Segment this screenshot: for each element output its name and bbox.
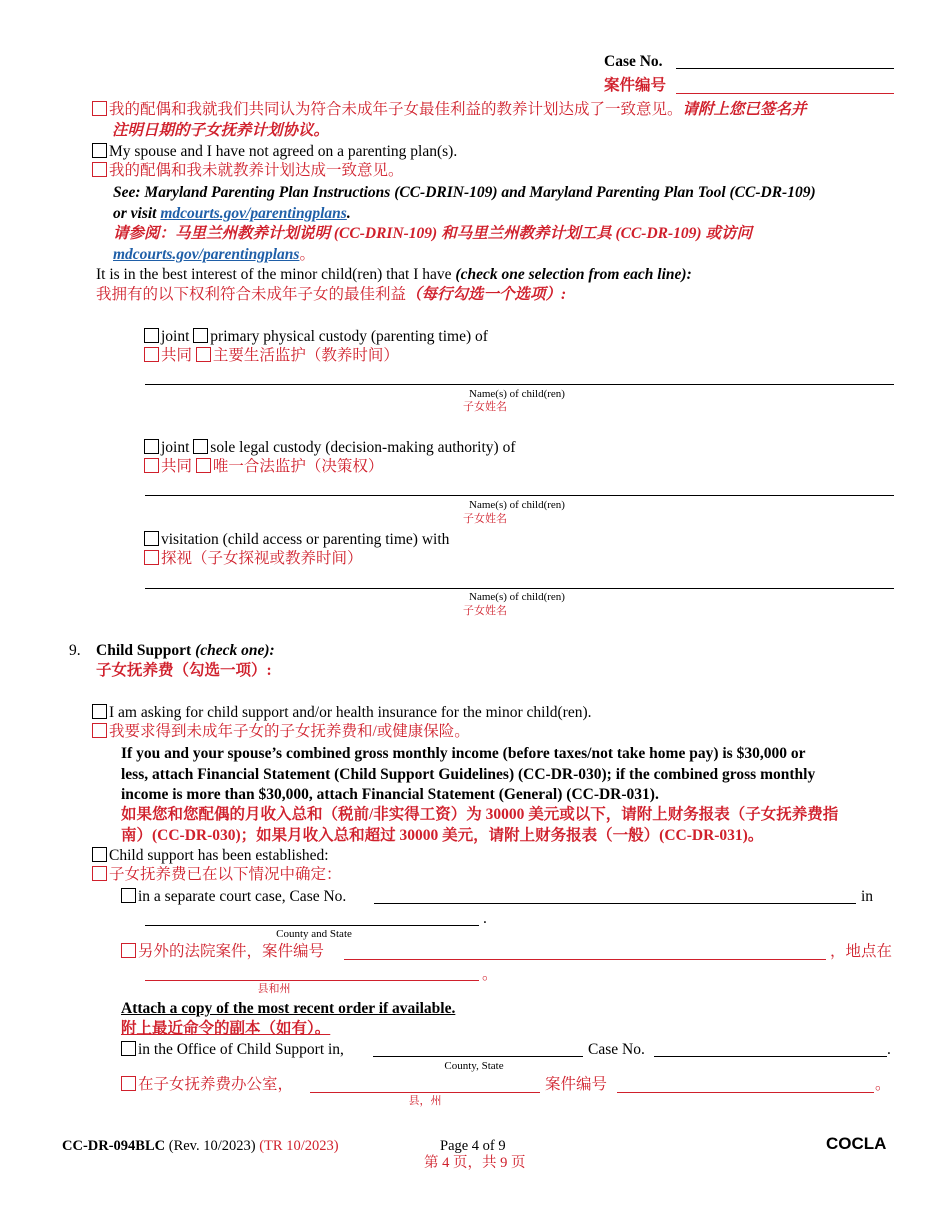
best-interest-emph-zh: （每行勾选一个选项）: [406, 286, 567, 303]
form-tr: (TR 10/2023) [259, 1138, 339, 1154]
see-prefix: or visit [113, 205, 161, 222]
see-suffix: . [346, 205, 351, 222]
established-checkbox-zh[interactable] [92, 866, 107, 881]
separate-period: . [483, 910, 487, 927]
office-case-no-label: Case No. [588, 1041, 645, 1058]
attach-copy: Attach a copy of the most recent order if available. [121, 1000, 456, 1017]
office-checkbox[interactable] [121, 1041, 136, 1056]
separate-case-option [121, 888, 346, 906]
county-state-caption: County and State [276, 928, 352, 940]
established-text: Child support has been established: [109, 847, 329, 864]
case-no-label-zh: 案件编号 [604, 77, 667, 94]
established-text-zh: 子女抚养费已在以下情况中确定： [109, 866, 342, 883]
best-interest-intro-zh [96, 286, 566, 304]
county-state2-caption: County, State [444, 1060, 504, 1072]
not-agreed-text: My spouse and I have not agreed on a parenting plan(s). [109, 143, 458, 160]
physical-primary-checkbox[interactable] [193, 328, 208, 343]
asking-checkbox[interactable] [92, 704, 107, 719]
visitation-label-zh: 探视（子女探视或教养时间） [161, 550, 363, 567]
separate-period-zh: 。 [482, 966, 498, 983]
agreed-attach-zh-2: 注明日期的子女抚养计划协议。 [112, 122, 330, 139]
not-agreed-checkbox-zh[interactable] [92, 162, 107, 177]
office-text: in the Office of Child Support in, [138, 1041, 344, 1058]
office-county-state-input[interactable] [373, 1056, 583, 1057]
not-agreed-option-zh [92, 162, 404, 180]
best-interest-intro [96, 266, 692, 284]
see-instructions: See: Maryland Parenting Plan Instructions (CC-DRIN-109) and Maryland Parenting Plan Tool (CC-DR-109) [113, 184, 816, 201]
established-option [92, 847, 329, 865]
physical-custody-row-zh [144, 347, 399, 365]
legal-sole-label: sole legal custody (decision-making authority) of [210, 439, 516, 456]
visitation-name-caption-zh: 子女姓名 [463, 605, 507, 617]
child-support-title-emph: (check one): [195, 642, 275, 659]
income-note-zh-2: 南）(CC-DR-030)；如果月收入总和超过 30000 美元，请附上财务报表（一般）(CC-DR-031)。 [121, 827, 764, 844]
separate-case-option-zh [121, 943, 324, 961]
legal-joint-checkbox-zh[interactable] [144, 458, 159, 473]
physical-primary-label: primary physical custody (parenting time) of [210, 328, 488, 345]
best-interest-text: It is in the best interest of the minor child(ren) that I have [96, 266, 456, 283]
section-number: 9. [69, 642, 81, 659]
parenting-plans-link[interactable]: mdcourts.gov/parentingplans [160, 205, 347, 222]
income-note-1: If you and your spouse’s combined gross monthly income (before taxes/not take home pay) is $30,000 or [121, 745, 806, 762]
legal-name-caption: Name(s) of child(ren) [469, 499, 565, 511]
separate-case-checkbox[interactable] [121, 888, 136, 903]
visitation-row [144, 531, 449, 549]
attach-copy-zh: 附上最近命令的副本（如有）。 [121, 1020, 331, 1037]
county-state-caption-zh: 县和州 [257, 983, 291, 995]
legal-joint-label-zh: 共同 [161, 458, 193, 475]
separate-case-text-zh: 另外的法院案件，案件编号 [138, 943, 325, 960]
established-checkbox[interactable] [92, 847, 107, 862]
separate-case-text: in a separate court case, Case No. [138, 888, 347, 905]
separate-case-in: in [861, 888, 874, 905]
physical-primary-label-zh: 主要生活监护（教养时间） [212, 347, 399, 364]
parenting-plan-agreed-zh [92, 101, 807, 119]
legal-sole-label-zh: 唯一合法监护（决策权） [212, 458, 384, 475]
income-note-2: less, attach Financial Statement (Child Support Guidelines) (CC-DR-030); if the combined gross monthly [121, 766, 816, 783]
child-support-title-text: Child Support [96, 642, 192, 659]
office-option-zh [121, 1076, 293, 1094]
visitation-row-zh [144, 550, 363, 568]
visitation-checkbox[interactable] [144, 531, 159, 546]
see-instructions-zh: 请参阅：马里兰州教养计划说明 (CC-DRIN-109) 和马里兰州教养计划工具 (CC-DR-109) 或访问 [113, 225, 752, 242]
visitation-label: visitation (child access or parenting time) with [161, 531, 450, 548]
legal-name-caption-zh: 子女姓名 [463, 513, 507, 525]
physical-name-caption-zh: 子女姓名 [463, 401, 507, 413]
office-county-state-input-zh[interactable] [310, 1092, 540, 1093]
visitation-name-caption: Name(s) of child(ren) [469, 591, 565, 603]
asking-text: I am asking for child support and/or health insurance for the minor child(ren). [109, 704, 592, 721]
visitation-child-names-input[interactable] [145, 588, 894, 589]
agreed-checkbox-zh[interactable] [92, 101, 107, 116]
see-instructions-zh-2 [113, 246, 315, 264]
legal-custody-row [144, 439, 515, 457]
not-agreed-text-zh: 我的配偶和我未就教养计划达成一致意见。 [109, 162, 404, 179]
asking-option-zh [92, 723, 470, 741]
physical-child-names-input[interactable] [145, 384, 894, 385]
agreed-text-zh: 我的配偶和我就我们共同认为符合未成年子女最佳利益的教养计划达成了一致意见。 [109, 101, 683, 118]
form-id: CC-DR-094BLC [62, 1138, 166, 1154]
physical-custody-row [144, 328, 488, 346]
legal-sole-checkbox-zh[interactable] [196, 458, 211, 473]
not-agreed-option [92, 143, 457, 161]
case-no-input-zh[interactable] [676, 93, 894, 94]
separate-case-no-input[interactable] [374, 903, 856, 904]
legal-sole-checkbox[interactable] [193, 439, 208, 454]
legal-joint-checkbox[interactable] [144, 439, 159, 454]
child-support-title-zh: 子女抚养费（勾选一项）: [96, 662, 272, 679]
physical-primary-checkbox-zh[interactable] [196, 347, 211, 362]
not-agreed-checkbox[interactable] [92, 143, 107, 158]
physical-name-caption: Name(s) of child(ren) [469, 388, 565, 400]
physical-joint-checkbox[interactable] [144, 328, 159, 343]
form-rev: (Rev. 10/2023) [168, 1138, 256, 1154]
best-interest-emph: (check one selection from each line): [455, 266, 692, 283]
footer-page-zh: 第 4 页，共 9 页 [424, 1155, 526, 1171]
office-period-zh: 。 [875, 1076, 891, 1093]
see-suffix-zh: 。 [299, 246, 315, 263]
office-text-zh: 在子女抚养费办公室， [138, 1076, 294, 1093]
footer-page: Page 4 of 9 [440, 1138, 506, 1154]
see-instructions-2 [113, 205, 351, 223]
office-option [121, 1041, 344, 1059]
office-case-no-label-zh: 案件编号 [545, 1076, 608, 1093]
income-note-zh-1: 如果您和您配偶的月收入总和（税前/非实得工资）为 30000 美元或以下，请附上财务报表（子女抚养费指 [121, 806, 839, 823]
asking-checkbox-zh[interactable] [92, 723, 107, 738]
legal-child-names-input[interactable] [145, 495, 894, 496]
best-interest-text-zh: 我拥有的以下权利符合未成年子女的最佳利益 [96, 286, 407, 303]
established-option-zh [92, 866, 342, 884]
office-case-no-input-zh[interactable] [617, 1092, 874, 1093]
physical-joint-checkbox-zh[interactable] [144, 347, 159, 362]
asking-text-zh: 我要求得到未成年子女的子女抚养费和/或健康保险。 [109, 723, 470, 740]
legal-joint-label: joint [161, 439, 190, 456]
income-note-3: income is more than $30,000, attach Financial Statement (General) (CC-DR-031). [121, 786, 659, 803]
county-state2-caption-zh: 县，州 [408, 1095, 442, 1107]
agreed-attach-zh: 请附上您已签名并 [682, 101, 807, 118]
separate-case-checkbox-zh[interactable] [121, 943, 136, 958]
physical-joint-label-zh: 共同 [161, 347, 193, 364]
case-no-input[interactable] [676, 68, 894, 69]
physical-joint-label: joint [161, 328, 190, 345]
footer-form-id [62, 1137, 339, 1155]
footer-cocla: COCLA [826, 1134, 887, 1153]
visitation-checkbox-zh[interactable] [144, 550, 159, 565]
office-case-no-input[interactable] [654, 1056, 887, 1057]
location-zh: ，地点在 [830, 943, 893, 960]
office-period: . [887, 1041, 891, 1058]
separate-county-state-input[interactable] [145, 925, 479, 926]
office-checkbox-zh[interactable] [121, 1076, 136, 1091]
parenting-plans-link-zh[interactable]: mdcourts.gov/parentingplans [113, 246, 300, 263]
child-support-title [96, 642, 275, 660]
case-no-label: Case No. [604, 53, 663, 70]
legal-custody-row-zh [144, 458, 383, 476]
separate-county-state-input-zh[interactable] [145, 980, 479, 981]
asking-option [92, 704, 592, 722]
separate-case-no-input-zh[interactable] [344, 959, 826, 960]
